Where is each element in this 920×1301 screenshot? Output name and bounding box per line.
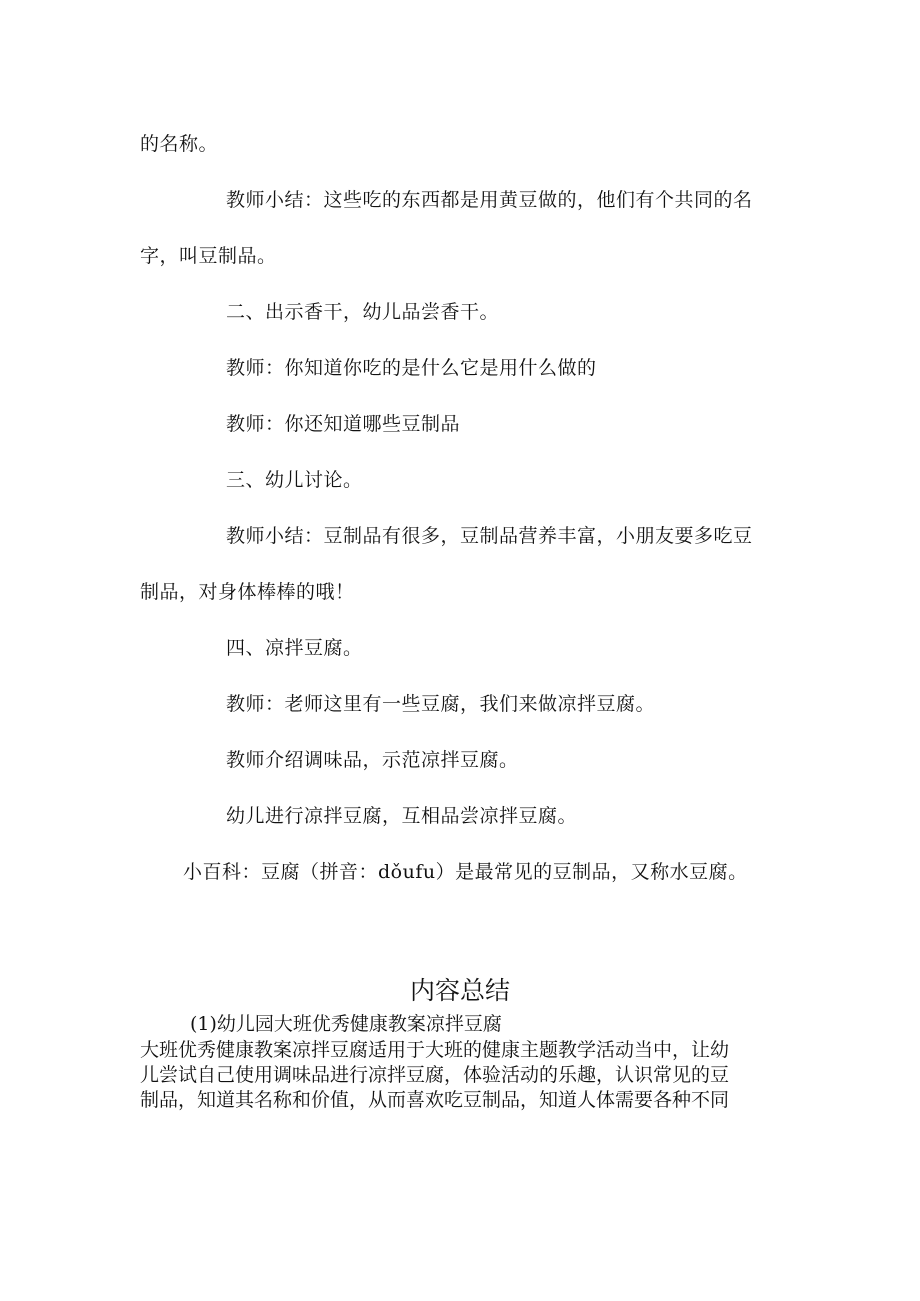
- summary-line: 制品，知道其名称和价值，从而喜欢吃豆制品，知道人体需要各种不同: [140, 1089, 730, 1111]
- encyclopedia-note: 小百科：豆腐（拼音：dǒufu）是最常见的豆制品，又称水豆腐。: [183, 861, 748, 883]
- body-line: 的名称。: [140, 133, 219, 155]
- body-line: 教师：你知道你吃的是什么它是用什么做的: [226, 357, 597, 379]
- summary-title: 内容总结: [409, 976, 510, 1005]
- section-heading: 二、出示香干，幼儿品尝香干。: [226, 301, 500, 323]
- body-line: 教师小结：豆制品有很多，豆制品营养丰富，小朋友要多吃豆: [226, 525, 753, 547]
- section-heading: 三、幼儿讨论。: [226, 469, 363, 491]
- summary-item: (1)幼儿园大班优秀健康教案凉拌豆腐: [190, 1013, 502, 1035]
- summary-line: 儿尝试自己使用调味品进行凉拌豆腐，体验活动的乐趣，认识常见的豆: [140, 1064, 730, 1086]
- summary-line: 大班优秀健康教案凉拌豆腐适用于大班的健康主题教学活动当中，让幼: [140, 1039, 730, 1061]
- body-line: 幼儿进行凉拌豆腐，互相品尝凉拌豆腐。: [226, 805, 578, 827]
- body-line: 字，叫豆制品。: [140, 245, 277, 267]
- body-line: 教师：老师这里有一些豆腐，我们来做凉拌豆腐。: [226, 693, 656, 715]
- body-line: 教师：你还知道哪些豆制品: [226, 413, 461, 435]
- body-line: 制品，对身体棒棒的哦！: [140, 581, 355, 603]
- body-line: 教师小结：这些吃的东西都是用黄豆做的，他们有个共同的名: [226, 189, 753, 211]
- section-heading: 四、凉拌豆腐。: [226, 637, 363, 659]
- body-line: 教师介绍调味品，示范凉拌豆腐。: [226, 749, 519, 771]
